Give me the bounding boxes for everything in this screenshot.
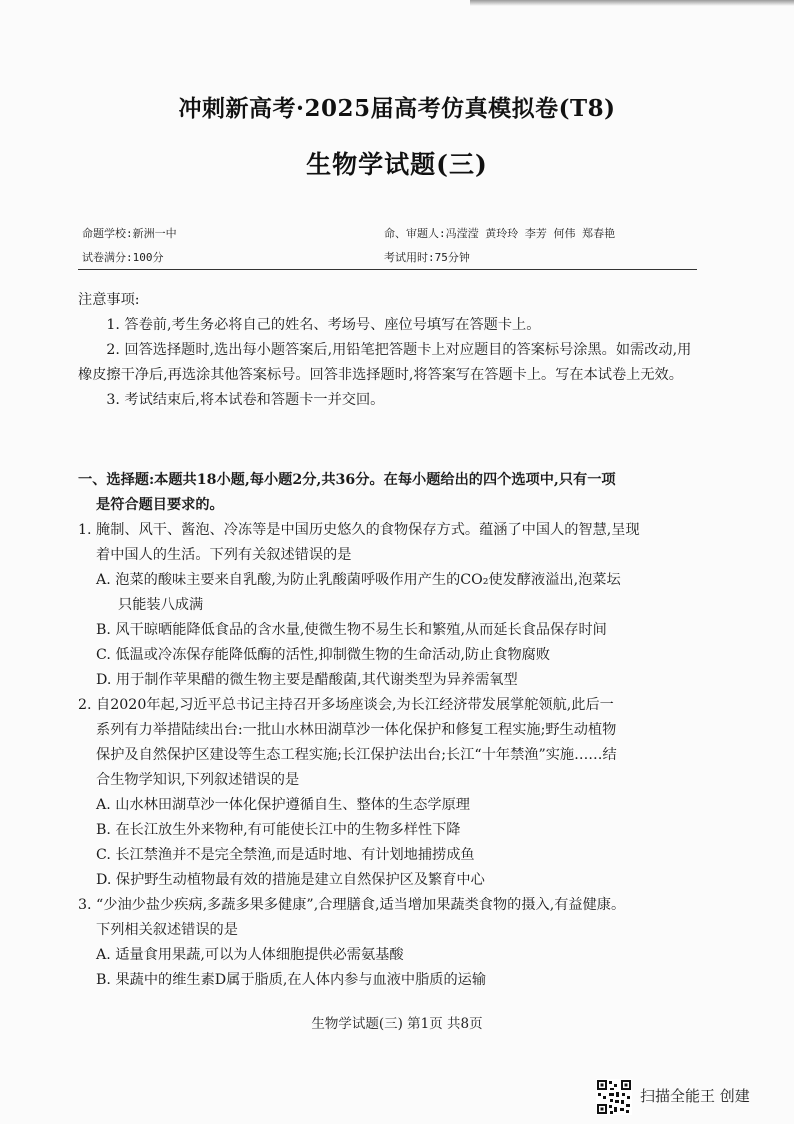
q1-stem-line1: 1. 腌制、风干、酱泡、冷冻等是中国历史悠久的食物保存方式。蕴涵了中国人的智慧,呈现 [78, 522, 640, 538]
header-divider [78, 269, 697, 270]
notice-item-2: 2. 回答选择题时,选出每小题答案后,用铅笔把答题卡上对应题目的答案标号涂黑。如需改动,用橡皮擦干净后,再选涂其他答案标号。回答非选择题时,将答案写在答题卡上。写在本试卷上无效。 [78, 342, 692, 383]
meta-school: 命题学校:新洲一中 [82, 227, 177, 240]
meta-full-score: 试卷满分:100分 [82, 251, 164, 264]
q1-option-d: D. 用于制作苹果醋的微生物主要是醋酸菌,其代谢类型为异养需氧型 [96, 672, 518, 688]
scan-edge-shadow [470, 0, 794, 6]
page-footer: 生物学试题(三) 第1页 共8页 [311, 1016, 483, 1032]
q2-option-a: A. 山水林田湖草沙一体化保护遵循自生、整体的生态学原理 [96, 797, 470, 813]
q2-stem-line3: 保护及自然保护区建设等生态工程实施;长江保护法出台;长江“十年禁渔”实施……结 [96, 747, 617, 763]
q3-option-a: A. 适量食用果蔬,可以为人体细胞提供必需氨基酸 [96, 947, 404, 963]
q2-option-c: C. 长江禁渔并不是完全禁渔,而是适时地、有计划地捕捞成鱼 [96, 847, 475, 863]
q3-stem-line1: 3. “少油少盐少疾病,多蔬多果多健康”,合理膳食,适当增加果蔬类食物的摄入,有益健康。 [78, 897, 626, 913]
q1-option-b: B. 风干晾晒能降低食品的含水量,使微生物不易生长和繁殖,从而延长食品保存时间 [96, 622, 607, 638]
q1-stem-line2: 着中国人的生活。下列有关叙述错误的是 [96, 547, 352, 563]
notice-item-3: 3. 考试结束后,将本试卷和答题卡一并交回。 [106, 392, 385, 408]
exam-title: 冲刺新高考·2025届高考仿真模拟卷(T8) [178, 95, 616, 122]
q1-option-a: A. 泡菜的酸味主要来自乳酸,为防止乳酸菌呼吸作用产生的CO₂使发酵液溢出,泡菜坛 [96, 572, 621, 588]
section-title-line2: 是符合题目要求的。 [96, 497, 224, 513]
q2-option-b: B. 在长江放生外来物种,有可能使长江中的生物多样性下降 [96, 822, 461, 838]
section-title-line1: 一、选择题:本题共18小题,每小题2分,共36分。在每小题给出的四个选项中,只有一项 [78, 472, 616, 488]
section-choice [78, 468, 698, 993]
meta-duration: 考试用时:75分钟 [384, 251, 470, 264]
q3-stem-line2: 下列相关叙述错误的是 [96, 922, 238, 938]
scanner-watermark: 扫描全能王 创建 [640, 1087, 750, 1105]
q1-option-c: C. 低温或冷冻保存能降低酶的活性,抑制微生物的生命活动,防止食物腐败 [96, 647, 551, 663]
q1-option-a-cont: 只能装八成满 [118, 597, 204, 613]
qr-code-icon [596, 1079, 632, 1115]
q2-stem-line4: 合生物学知识,下列叙述错误的是 [96, 772, 300, 788]
notice-section [78, 288, 698, 413]
notice-title: 注意事项: [78, 292, 140, 308]
q2-stem-line1: 2. 自2020年起,习近平总书记主持召开多场座谈会,为长江经济带发展掌舵领航,此后一 [78, 697, 614, 713]
q2-option-d: D. 保护野生动植物最有效的措施是建立自然保护区及繁育中心 [96, 872, 485, 888]
q2-stem-line2: 系列有力举措陆续出台:一批山水林田湖草沙一体化保护和修复工程实施;野生动植物 [96, 722, 617, 738]
notice-item-1: 1. 答卷前,考生务必将自己的姓名、考场号、座位号填写在答题卡上。 [106, 317, 541, 333]
q3-option-b: B. 果蔬中的维生素D属于脂质,在人体内参与血液中脂质的运输 [96, 972, 487, 988]
meta-setters: 命、审题人:冯滢滢 黄玲玲 李芳 何伟 郑春艳 [384, 227, 616, 240]
exam-subtitle: 生物学试题(三) [306, 150, 488, 179]
